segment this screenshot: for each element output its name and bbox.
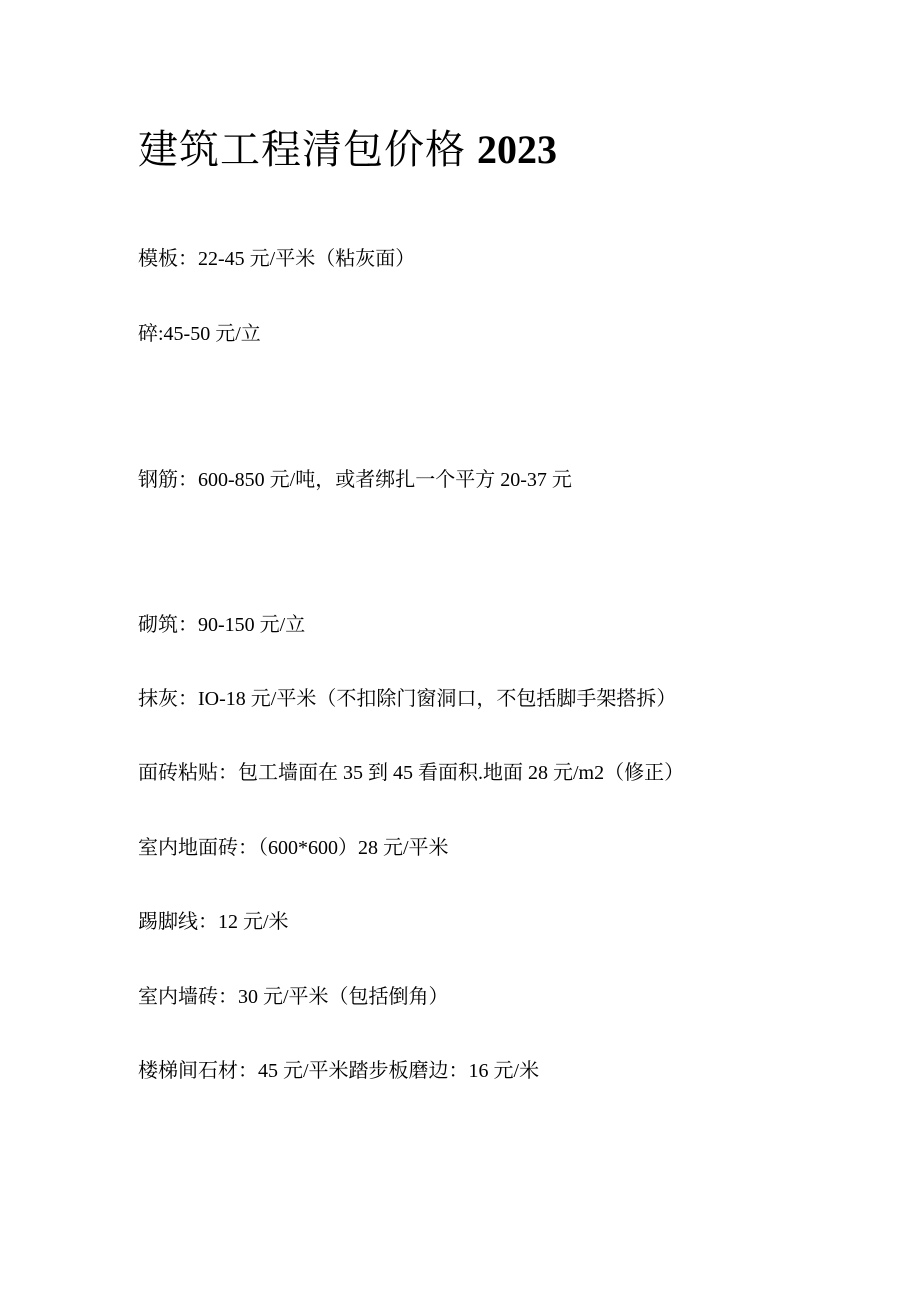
price-line-plastering: 抹灰：IO-18 元/平米（不扣除门窗洞口，不包括脚手架搭拆） (138, 688, 677, 710)
price-line-rebar: 钢筋：600-850 元/吨，或者绑扎一个平方 20-37 元 (138, 469, 572, 491)
price-line-masonry: 砌筑：90-150 元/立 (138, 614, 306, 636)
page-title (138, 124, 557, 176)
title-text: 建筑工程清包价格 (138, 127, 466, 172)
price-line-indoor-floor-tile: 室内地面砖：（600*600）28 元/平米 (138, 837, 449, 859)
price-line-indoor-wall-tile: 室内墙砖：30 元/平米（包括倒角） (138, 986, 449, 1008)
price-line-concrete: 碎:45-50 元/立 (138, 323, 261, 345)
title-year: 2023 (477, 127, 557, 172)
price-line-tile-pasting: 面砖粘贴：包工墙面在 35 到 45 看面积.地面 28 元/m2（修正） (138, 762, 685, 784)
price-line-formwork: 模板：22-45 元/平米（粘灰面） (138, 248, 416, 270)
price-line-skirting: 踢脚线：12 元/米 (138, 911, 289, 933)
price-line-stair-stone: 楼梯间石材：45 元/平米踏步板磨边：16 元/米 (138, 1060, 540, 1082)
